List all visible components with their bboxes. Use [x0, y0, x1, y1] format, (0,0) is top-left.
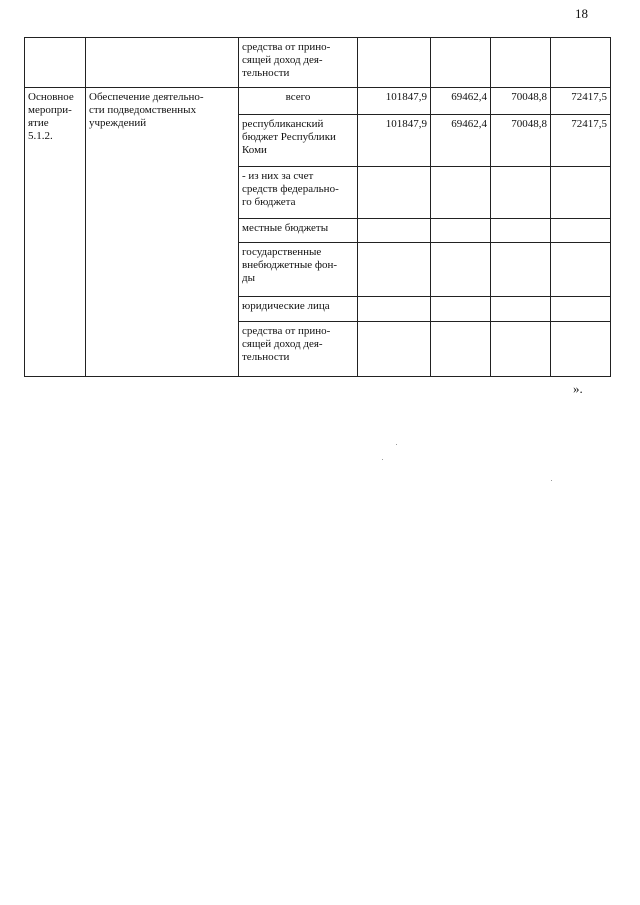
value-cell [551, 38, 611, 88]
value-cell [431, 38, 491, 88]
source-line: внебюджетные фон- [242, 259, 338, 271]
measure-line: ятие [28, 117, 49, 129]
source-cell: местные бюджеты [239, 219, 358, 243]
funding-table [24, 37, 611, 377]
source-line: - из них за счет [242, 170, 314, 182]
source-cell [239, 38, 358, 88]
title-cell [86, 88, 239, 377]
table-row [25, 88, 611, 115]
page-number: 18 [575, 6, 588, 21]
measure-line: меропри- [28, 104, 72, 116]
value-cell [431, 219, 491, 243]
value-cell: 70048,8 [491, 115, 551, 167]
source-line: тельности [242, 351, 290, 363]
value-cell: 72417,5 [551, 88, 611, 115]
value-cell [358, 322, 431, 377]
scan-speck [382, 459, 383, 460]
source-line: сящей доход дея- [242, 338, 323, 350]
value-cell [358, 219, 431, 243]
closing-quote-mark: ». [573, 381, 583, 396]
value-cell [491, 243, 551, 297]
source-line: бюджет Республики [242, 131, 336, 143]
value-cell [431, 297, 491, 322]
title-line: Обеспечение деятельно- [89, 91, 204, 103]
source-line: средства от прино- [242, 41, 331, 53]
title-cell [86, 38, 239, 88]
source-line: тельности [242, 67, 290, 79]
source-cell: юридические лица [239, 297, 358, 322]
value-cell [551, 243, 611, 297]
scan-speck [396, 444, 397, 445]
scan-speck [551, 480, 552, 481]
value-cell: 72417,5 [551, 115, 611, 167]
value-cell: 101847,9 [358, 88, 431, 115]
source-cell [239, 167, 358, 219]
value-cell [358, 167, 431, 219]
source-cell [239, 322, 358, 377]
value-cell [491, 322, 551, 377]
value-cell [431, 322, 491, 377]
title-line: учреждений [89, 117, 147, 129]
value-cell [358, 297, 431, 322]
value-cell [491, 38, 551, 88]
value-cell [491, 297, 551, 322]
source-line: го бюджета [242, 196, 296, 208]
value-cell: 69462,4 [431, 88, 491, 115]
value-cell [431, 167, 491, 219]
title-line: сти подведомственных [89, 104, 197, 116]
value-cell [358, 243, 431, 297]
source-line: Коми [242, 144, 267, 156]
measure-line: 5.1.2. [28, 130, 53, 142]
value-cell [358, 38, 431, 88]
table-row [25, 38, 611, 88]
value-cell: 70048,8 [491, 88, 551, 115]
value-cell [491, 167, 551, 219]
source-cell: всего [239, 88, 358, 115]
source-line: сящей доход дея- [242, 54, 323, 66]
value-cell [551, 297, 611, 322]
value-cell: 101847,9 [358, 115, 431, 167]
value-cell [491, 219, 551, 243]
value-cell [551, 167, 611, 219]
source-line: средств федерально- [242, 183, 339, 195]
source-line: государственные [242, 246, 322, 258]
source-cell [239, 243, 358, 297]
value-cell [431, 243, 491, 297]
value-cell: 69462,4 [431, 115, 491, 167]
measure-cell [25, 88, 86, 377]
value-cell [551, 219, 611, 243]
source-line: республиканский [242, 118, 324, 130]
measure-cell [25, 38, 86, 88]
measure-line: Основное [28, 91, 74, 103]
value-cell [551, 322, 611, 377]
source-line: ды [242, 272, 255, 284]
source-line: средства от прино- [242, 325, 331, 337]
source-cell [239, 115, 358, 167]
